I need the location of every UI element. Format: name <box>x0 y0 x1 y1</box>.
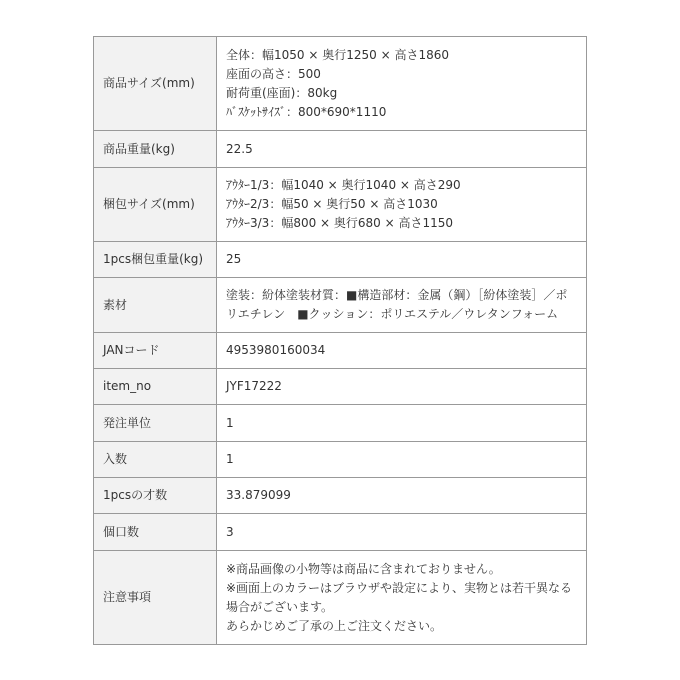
spec-label: 梱包サイズ(mm) <box>94 168 217 242</box>
spec-value-line: あらかじめご了承の上ご注文ください。 <box>226 618 443 633</box>
spec-value-line: ｱｳﾀｰ3/3：幅800 × 奥行680 × 高さ1150 <box>226 216 454 230</box>
spec-value-line: 座面の高さ：500 <box>226 66 321 81</box>
spec-row-package-count <box>94 514 587 551</box>
spec-value: 1 <box>217 442 587 478</box>
spec-label: 個口数 <box>94 514 217 551</box>
spec-value-line: ※商品画像の小物等は商品に含まれておりません。 <box>226 561 501 576</box>
spec-row-package-size <box>94 168 587 242</box>
spec-label: 1pcs梱包重量(kg) <box>94 242 217 278</box>
product-spec-table <box>93 36 587 645</box>
spec-row-quantity <box>94 442 587 478</box>
spec-value: 25 <box>217 242 587 278</box>
spec-value <box>217 168 587 242</box>
spec-value-line: ｱｳﾀｰ1/3：幅1040 × 奥行1040 × 高さ290 <box>226 178 461 192</box>
spec-value-line: ｱｳﾀｰ2/3：幅50 × 奥行50 × 高さ1030 <box>226 197 438 211</box>
spec-label: item_no <box>94 369 217 405</box>
spec-value: JYF17222 <box>217 369 587 405</box>
spec-row-cubic-measure <box>94 478 587 514</box>
spec-value: 33.879099 <box>217 478 587 514</box>
spec-label: 1pcsの才数 <box>94 478 217 514</box>
spec-row-item-no <box>94 369 587 405</box>
spec-value <box>217 551 587 645</box>
spec-value: 22.5 <box>217 131 587 168</box>
spec-value <box>217 278 587 333</box>
spec-row-material <box>94 278 587 333</box>
spec-row-product-weight <box>94 131 587 168</box>
spec-value-line: ﾊﾞｽｹｯﾄｻｲｽﾞ：800*690*1110 <box>226 104 387 119</box>
spec-value: 4953980160034 <box>217 333 587 369</box>
spec-row-order-unit <box>94 405 587 442</box>
spec-value-line: 全体：幅1050 × 奥行1250 × 高さ1860 <box>226 47 449 62</box>
spec-row-jan-code <box>94 333 587 369</box>
spec-row-package-weight <box>94 242 587 278</box>
spec-label: 商品重量(kg) <box>94 131 217 168</box>
spec-row-notes <box>94 551 587 645</box>
spec-value-line: 塗装：紛体塗装材質：■構造部材：金属（鋼）［紛体塗装］／ポリエチレン ■クッション：ポリエステル／ウレタンフォーム <box>226 288 568 321</box>
spec-value: 1 <box>217 405 587 442</box>
spec-label: 注意事項 <box>94 551 217 645</box>
spec-label: 商品サイズ(mm) <box>94 37 217 131</box>
spec-value-line: ※画面上のカラーはブラウザや設定により、実物とは若干異なる場合がございます。 <box>226 580 573 614</box>
spec-row-product-size <box>94 37 587 131</box>
spec-label: 入数 <box>94 442 217 478</box>
spec-label: JANコード <box>94 333 217 369</box>
spec-label: 発注単位 <box>94 405 217 442</box>
spec-label: 素材 <box>94 278 217 333</box>
spec-value: 3 <box>217 514 587 551</box>
spec-value <box>217 37 587 131</box>
spec-value-line: 耐荷重(座面)：80kg <box>226 85 338 100</box>
